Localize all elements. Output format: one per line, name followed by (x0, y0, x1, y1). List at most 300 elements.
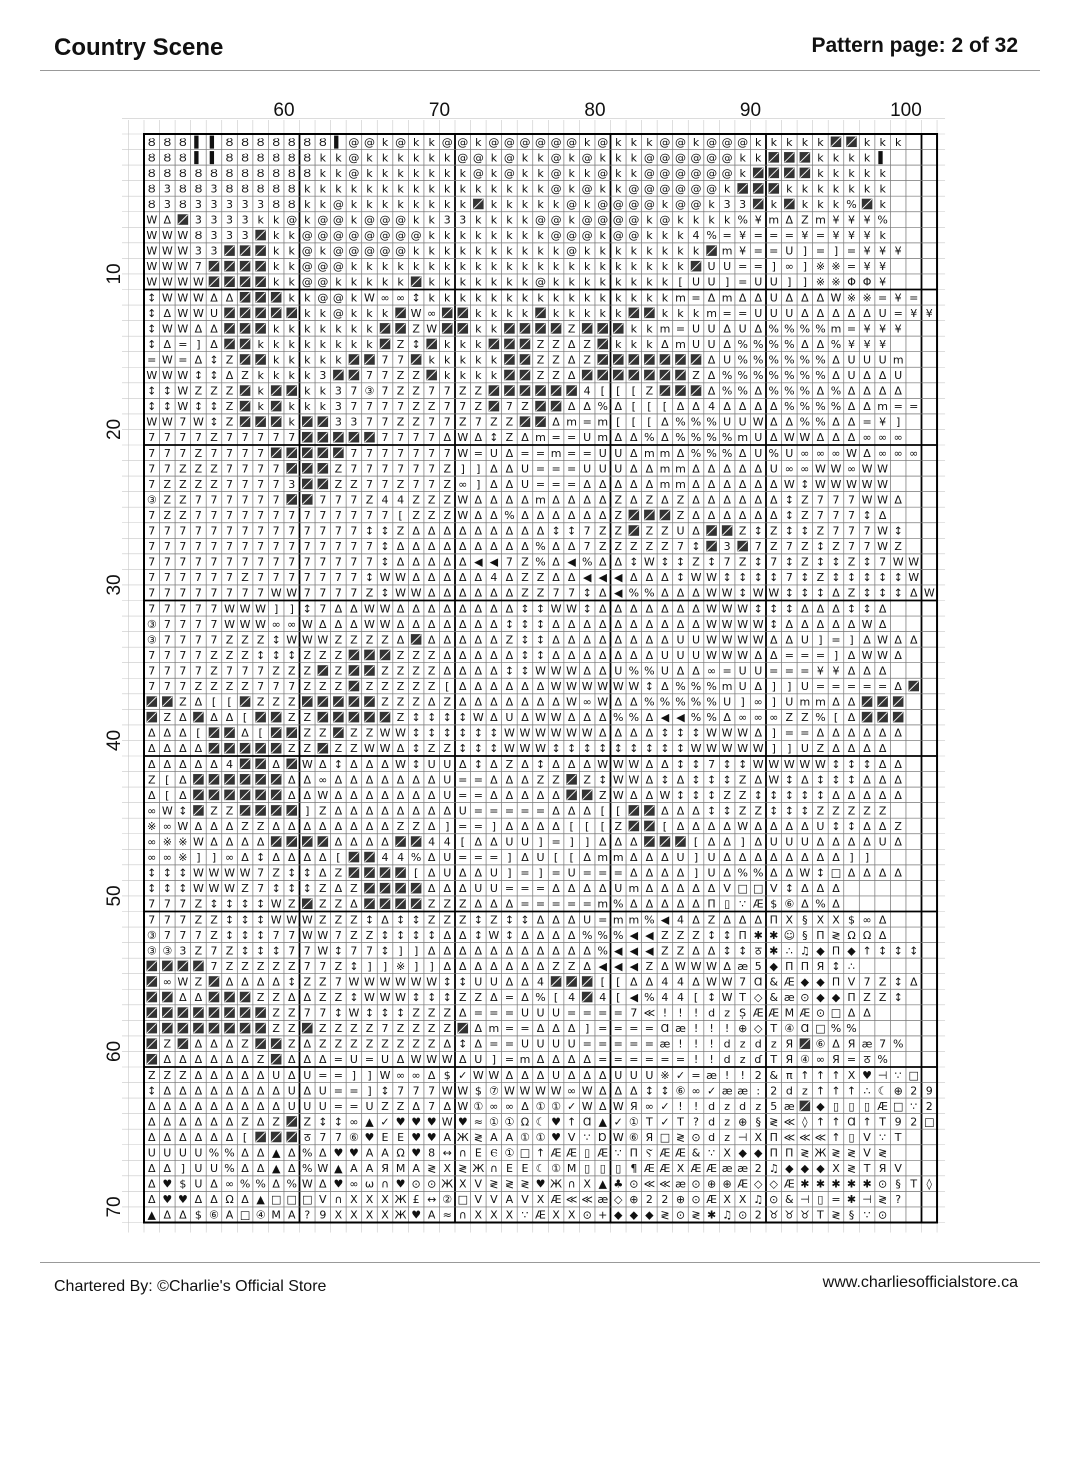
cell-symbol: ↕ (364, 1006, 375, 1020)
pattern-row (148, 556, 919, 569)
cell-symbol: 7 (365, 944, 373, 958)
cell-symbol: ↕ (535, 757, 546, 771)
cell-symbol: Δ (770, 866, 778, 880)
cell-symbol: Z (738, 555, 747, 569)
cell-symbol: k (521, 275, 529, 289)
cell-symbol: 7 (319, 571, 327, 585)
cell-symbol: 7 (163, 680, 171, 694)
cell-symbol: Δ (505, 773, 514, 787)
cell-symbol: Δ (894, 648, 902, 662)
cell-symbol: @ (737, 135, 749, 149)
cell-symbol: Z (552, 773, 560, 787)
cell-symbol: d (754, 1037, 762, 1051)
cell-symbol: Δ (443, 633, 451, 647)
cell-symbol: Ȣ (179, 166, 187, 180)
cell-symbol: ] (771, 680, 776, 694)
cell-symbol: Δ (412, 571, 420, 585)
cell-symbol: % (799, 322, 811, 336)
cell-symbol: % (675, 680, 686, 694)
cell-symbol: k (350, 260, 358, 274)
cell-symbol: Z (443, 493, 451, 507)
cell-symbol: W (301, 1177, 313, 1191)
cell-symbol: Δ (707, 882, 716, 896)
cell-symbol: m (675, 291, 686, 305)
cell-symbol: [ (616, 415, 621, 429)
cell-symbol: □ (659, 1130, 671, 1144)
cell-symbol: Z (319, 1022, 327, 1036)
cell-symbol: ※ (831, 260, 841, 274)
cell-symbol: ¥ (832, 213, 840, 227)
cell-symbol: ¥ (894, 244, 902, 258)
cell-symbol: @ (612, 197, 624, 211)
cell-symbol: 7 (272, 524, 280, 538)
cell-symbol: k (475, 244, 482, 258)
cell-symbol: 7 (334, 508, 342, 522)
cell-symbol: 7 (257, 680, 265, 694)
cell-symbol: 7 (210, 959, 218, 973)
cell-symbol: W (550, 680, 562, 694)
cell-symbol: Δ (443, 524, 451, 538)
cell-symbol: = (458, 819, 468, 833)
cell-symbol: ↕ (706, 773, 717, 787)
cell-symbol: 7 (179, 913, 187, 927)
cell-symbol: 7 (226, 493, 234, 507)
cell-symbol: Δ (832, 742, 840, 756)
pattern-row (147, 322, 902, 335)
cell-symbol: Δ (179, 742, 187, 756)
cell-symbol: U (536, 851, 545, 865)
cell-symbol: 7 (381, 462, 389, 476)
cell-symbol: = (567, 1006, 577, 1020)
cell-symbol: 7 (334, 493, 342, 507)
cell-symbol: k (521, 213, 529, 227)
cell-symbol: Δ (863, 306, 871, 320)
cell-symbol: ⊕ (706, 1177, 717, 1191)
cell-symbol: Δ (427, 882, 436, 896)
cell-symbol: A (365, 1162, 374, 1176)
cell-symbol: W (768, 586, 780, 600)
cell-symbol: @ (550, 166, 562, 180)
cell-symbol: ¥ (739, 229, 747, 243)
cell-symbol: 7 (816, 508, 824, 522)
cell-symbol: 7 (785, 571, 793, 585)
cell-symbol: 7 (163, 571, 171, 585)
cell-symbol: Z (210, 384, 218, 398)
cell-symbol: m (675, 337, 686, 351)
cell-symbol: Δ (505, 493, 514, 507)
cell-symbol: Φ (847, 275, 856, 289)
cell-symbol: @ (690, 151, 702, 165)
cell-symbol: k (428, 244, 435, 258)
cell-symbol: Δ (427, 555, 436, 569)
cell-symbol: W (161, 353, 173, 367)
cell-symbol: ↕ (535, 617, 546, 631)
cell-symbol: Δ (148, 1162, 156, 1176)
cell-symbol: Δ (598, 602, 607, 616)
cell-symbol: 7 (739, 975, 747, 989)
cell-symbol: k (692, 213, 700, 227)
cell-symbol: z (724, 1130, 731, 1144)
cell-symbol: @ (317, 213, 329, 227)
cell-symbol: ↕ (504, 664, 515, 678)
cell-symbol: Æ (706, 1162, 717, 1176)
cell-symbol: 7 (179, 431, 187, 445)
cell-symbol: U (863, 353, 872, 367)
cell-symbol: k (770, 135, 777, 149)
cell-symbol: ↕ (722, 773, 732, 787)
cell-symbol: ∞ (271, 617, 281, 631)
cell-symbol: Z (412, 1037, 420, 1051)
cell-symbol: % (830, 337, 842, 351)
cell-symbol: % (737, 369, 748, 383)
cell-symbol: ↕ (287, 882, 297, 896)
cell-symbol: Δ (832, 695, 840, 709)
cell-symbol: W (441, 1053, 453, 1067)
cell-symbol: Z (801, 711, 809, 725)
cell-symbol: ] (802, 275, 808, 289)
cell-symbol: Δ (863, 788, 871, 802)
cell-symbol: Δ (863, 866, 871, 880)
cell-symbol: ⊙ (738, 1208, 748, 1222)
cell-symbol: k (661, 244, 669, 258)
cell-symbol: W (550, 664, 562, 678)
cell-symbol: % (286, 1177, 297, 1191)
cell-symbol: k (863, 135, 871, 149)
cell-symbol: k (490, 291, 498, 305)
cell-symbol: ¥ (863, 213, 871, 227)
cell-symbol: Δ (785, 415, 794, 429)
cell-symbol: ↕ (567, 524, 577, 538)
cell-symbol: X (490, 1208, 498, 1222)
cell-symbol: k (304, 291, 311, 305)
cell-symbol: ¥ (754, 213, 762, 227)
cell-symbol: Δ (334, 602, 343, 616)
cell-symbol: = (473, 446, 483, 460)
cell-symbol: @ (674, 197, 686, 211)
cell-symbol: ↑ (831, 1068, 841, 1082)
cell-symbol: M (395, 1162, 406, 1176)
cell-symbol: ↕ (613, 742, 623, 756)
cell-symbol: m (612, 913, 624, 927)
cell-symbol: Ȣ (287, 182, 296, 196)
cell-symbol: Δ (816, 726, 825, 740)
cell-symbol: Δ (256, 1146, 265, 1160)
cell-symbol: Z (505, 757, 514, 771)
cell-symbol: k (615, 275, 622, 289)
cell-symbol: U (583, 462, 592, 476)
cell-symbol: ? (304, 1208, 311, 1222)
cell-symbol: Δ (738, 508, 747, 522)
cell-symbol: k (583, 244, 591, 258)
cell-symbol: Δ (381, 804, 389, 818)
cell-symbol: k (272, 260, 280, 274)
cell-symbol: k (459, 353, 466, 367)
cell-symbol: k (521, 166, 529, 180)
cell-symbol: 7 (241, 477, 249, 491)
cell-symbol: Δ (645, 617, 654, 631)
cell-symbol: ▯ (832, 1099, 840, 1113)
cell-symbol: ≪ (659, 1177, 671, 1191)
cell-symbol: W (706, 586, 718, 600)
pattern-row (148, 447, 918, 460)
cell-symbol: 7 (381, 353, 389, 367)
cell-symbol: 7 (226, 431, 234, 445)
cell-symbol: ] (476, 462, 481, 476)
cell-symbol: ↕ (598, 742, 608, 756)
cell-symbol: k (304, 400, 311, 414)
cell-symbol: = (551, 431, 561, 445)
cell-symbol: X (723, 1193, 731, 1207)
cell-symbol: Δ (567, 571, 576, 585)
cell-symbol: Δ (350, 819, 358, 833)
cell-symbol: Z (692, 555, 700, 569)
cell-symbol: [ (242, 1130, 248, 1144)
cell-symbol: 7 (257, 446, 265, 460)
cell-symbol: ∩ (489, 1162, 498, 1176)
column-number: 60 (273, 100, 295, 121)
cell-symbol: Δ (878, 664, 887, 678)
cell-symbol: Z (225, 353, 234, 367)
cell-symbol: @ (348, 135, 360, 149)
cell-symbol: 7 (210, 555, 218, 569)
cell-symbol: ! (678, 1099, 683, 1113)
cell-symbol: Δ (287, 819, 296, 833)
cell-symbol: Δ (832, 1037, 840, 1051)
pattern-row (148, 525, 903, 538)
cell-symbol: 7 (350, 384, 358, 398)
cell-symbol: Z (645, 540, 654, 554)
cell-symbol: % (628, 711, 640, 725)
cell-symbol: k (832, 166, 840, 180)
cell-symbol: = (629, 1022, 639, 1036)
cell-symbol: 7 (334, 555, 342, 569)
cell-symbol: V (521, 1193, 529, 1207)
cell-symbol: Δ (490, 944, 498, 958)
cell-symbol: ◀ (645, 944, 654, 958)
cell-symbol: @ (441, 135, 453, 149)
pattern-row (147, 851, 869, 864)
cell-symbol: Δ (536, 524, 545, 538)
cell-symbol: 3 (334, 384, 342, 398)
cell-symbol: = (582, 1037, 592, 1051)
cell-symbol: Δ (567, 493, 576, 507)
cell-symbol: Δ (630, 726, 638, 740)
cell-symbol: T (739, 991, 747, 1005)
cell-symbol: Δ (474, 1037, 483, 1051)
cell-symbol: Δ (645, 462, 654, 476)
cell-symbol: 7 (257, 540, 265, 554)
cell-symbol: ♉ (799, 1208, 810, 1222)
cell-symbol: k (661, 260, 669, 274)
cell-symbol: Ɑ (847, 1115, 856, 1129)
cell-symbol: k (490, 275, 498, 289)
cell-symbol: Z (396, 1022, 405, 1036)
cell-symbol: k (506, 260, 513, 274)
cell-symbol: @ (332, 291, 344, 305)
cell-symbol: @ (550, 213, 562, 227)
cell-symbol: % (690, 695, 702, 709)
cell-symbol: 3 (241, 229, 249, 243)
cell-symbol: % (799, 415, 811, 429)
cell-symbol: ↕ (582, 602, 592, 616)
cell-symbol: Δ (863, 664, 871, 678)
pattern-row (148, 664, 887, 677)
cell-symbol: Δ (427, 633, 436, 647)
cell-symbol: ↕ (784, 602, 794, 616)
cell-symbol: W (161, 275, 173, 289)
pattern-row (148, 649, 902, 662)
cell-symbol: 7 (397, 1084, 405, 1098)
cell-symbol: @ (379, 244, 391, 258)
cell-symbol: Z (396, 711, 405, 725)
cell-symbol: Δ (459, 928, 467, 942)
cell-symbol: 7 (365, 477, 373, 491)
cell-symbol: % (224, 1162, 235, 1176)
cell-symbol: ↕ (846, 757, 857, 771)
cell-symbol: Δ (863, 400, 871, 414)
cell-symbol: @ (550, 182, 562, 196)
cell-symbol: U (785, 244, 794, 258)
cell-symbol: ↕ (831, 555, 841, 569)
cell-symbol: Z (459, 897, 467, 911)
page-title: Country Scene (54, 34, 224, 61)
cell-symbol: ↕ (427, 711, 437, 725)
cell-symbol: [ (242, 711, 248, 725)
cell-symbol: Δ (194, 695, 203, 709)
cell-symbol: ] (180, 1162, 186, 1176)
cell-symbol: k (319, 353, 327, 367)
cell-symbol: = (489, 1037, 499, 1051)
cell-symbol: 7 (381, 508, 389, 522)
cell-symbol: Z (443, 508, 451, 522)
cell-symbol: ! (709, 1053, 714, 1067)
cell-symbol: U (723, 353, 732, 367)
cell-symbol: Φ (862, 275, 872, 289)
cell-symbol: W (503, 742, 515, 756)
cell-symbol: Δ (443, 571, 451, 585)
footer-website[interactable]: www.charliesofficialstore.ca (822, 1274, 1018, 1291)
cell-symbol: k (521, 244, 529, 258)
cell-symbol: 4 (397, 493, 405, 507)
cell-symbol: W (503, 1084, 515, 1098)
cell-symbol: Z (427, 664, 436, 678)
cell-symbol: W (270, 913, 282, 927)
cell-symbol: Z (474, 991, 483, 1005)
cell-symbol: Δ (412, 555, 420, 569)
cell-symbol: Δ (692, 944, 700, 958)
cell-symbol: Δ (552, 1022, 560, 1036)
cell-symbol: % (644, 695, 655, 709)
cell-symbol: Δ (567, 928, 576, 942)
cell-symbol: Δ (552, 882, 560, 896)
cell-symbol: Δ (754, 477, 762, 491)
cell-symbol: Z (319, 991, 327, 1005)
cell-symbol: U (583, 431, 592, 445)
cell-symbol: Δ (552, 555, 560, 569)
cell-symbol: k (646, 260, 653, 274)
cell-symbol: 7 (179, 524, 187, 538)
cell-symbol: Δ (163, 1099, 172, 1113)
cell-symbol: Δ (490, 959, 498, 973)
cell-symbol: Δ (863, 384, 871, 398)
cell-symbol: Δ (427, 602, 436, 616)
cell-symbol: W (395, 586, 407, 600)
cell-symbol: Z (630, 540, 638, 554)
cell-symbol: W (690, 959, 702, 973)
cell-symbol: @ (503, 151, 515, 165)
cell-symbol: ▲ (365, 1115, 374, 1129)
cell-symbol: Δ (427, 819, 436, 833)
cell-symbol: = (629, 1037, 639, 1051)
cell-symbol: m (597, 431, 609, 445)
cell-symbol: U (489, 882, 498, 896)
cell-symbol: Δ (863, 819, 871, 833)
cell-symbol: ♥ (535, 1177, 546, 1191)
cell-symbol: Δ (552, 415, 560, 429)
cell-symbol: 7 (272, 555, 280, 569)
cell-symbol: % (706, 446, 717, 460)
cell-symbol: = (458, 773, 468, 787)
cell-symbol: W (877, 477, 889, 491)
cell-symbol: Δ (459, 571, 467, 585)
cell-symbol: 7 (257, 477, 265, 491)
cell-symbol: Z (536, 586, 545, 600)
cell-symbol: W (177, 291, 189, 305)
cell-symbol: k (521, 182, 529, 196)
cell-symbol: W (239, 617, 251, 631)
cell-symbol: ] (305, 804, 310, 818)
cell-symbol: Δ (179, 773, 187, 787)
cell-symbol: 7 (288, 944, 296, 958)
cell-symbol: Ж (394, 1193, 407, 1207)
cell-symbol: ✓ (706, 1084, 717, 1098)
cell-symbol: 9 (925, 1084, 933, 1098)
cell-symbol: Δ (583, 882, 591, 896)
cell-symbol: 7 (194, 571, 202, 585)
cell-symbol: k (677, 260, 684, 274)
cell-symbol: ↑ (831, 1115, 841, 1129)
cell-symbol: @ (566, 197, 578, 211)
cell-symbol: Δ (225, 1084, 234, 1098)
cell-symbol: ! (662, 1006, 668, 1020)
cell-symbol: ✱ (769, 944, 779, 958)
cell-symbol: 3 (194, 213, 202, 227)
cell-symbol: 7 (257, 508, 265, 522)
cell-symbol: Z (443, 1022, 451, 1036)
cell-symbol: % (613, 928, 624, 942)
cell-symbol: k (506, 197, 513, 211)
cell-symbol: @ (706, 151, 718, 165)
cell-symbol: ↕ (893, 975, 903, 989)
cell-symbol: W (379, 571, 391, 585)
cell-symbol: Z (225, 804, 234, 818)
cell-symbol: 7 (459, 400, 467, 414)
cell-symbol: ♥ (333, 1177, 344, 1191)
cell-symbol: ¥ (816, 664, 824, 678)
cell-symbol: % (815, 353, 826, 367)
cell-symbol: ≷ (878, 1193, 888, 1207)
cell-symbol: Ж (456, 1130, 469, 1144)
cell-symbol: W (364, 617, 375, 631)
cell-symbol: U (194, 1162, 203, 1176)
cell-symbol: Z (303, 742, 312, 756)
cell-symbol: ↕ (520, 617, 530, 631)
cell-symbol: U (458, 804, 467, 818)
cell-symbol: Δ (645, 773, 654, 787)
cell-symbol: [ (647, 400, 652, 414)
cell-symbol: m (830, 322, 842, 336)
cell-symbol: ↕ (147, 322, 157, 336)
